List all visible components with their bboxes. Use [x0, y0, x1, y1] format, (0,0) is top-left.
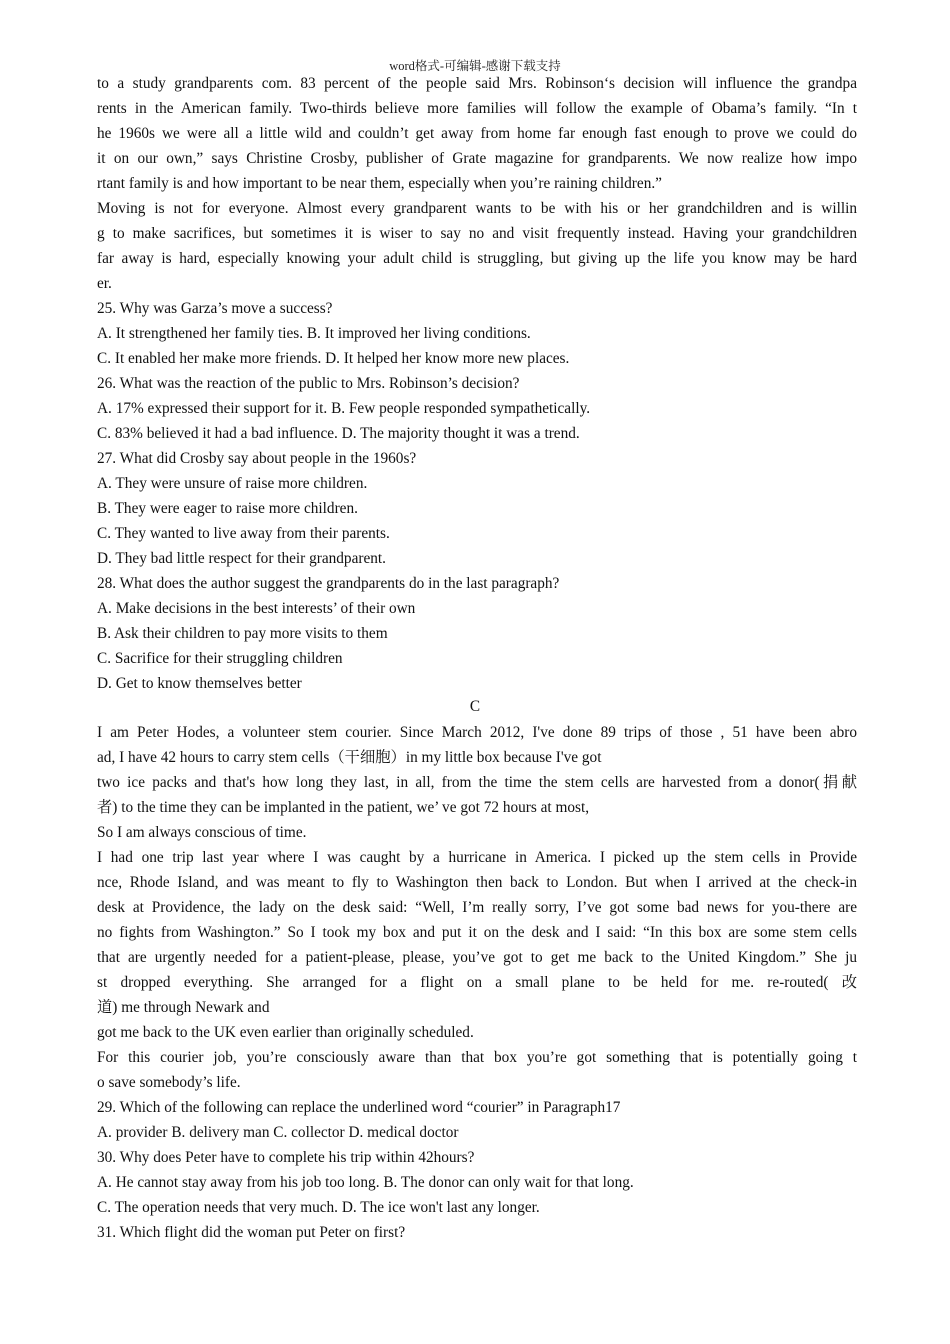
text-line: rtant family is and how important to be near them, especially when you’re raining children.”	[97, 175, 662, 192]
option-line: D. They bad little respect for their grandparent.	[97, 550, 386, 567]
text-line: I had one trip last year where I was caught by a hurricane in America. I picked up the stem cells in Provide	[97, 849, 857, 866]
question-line: 29. Which of the following can replace the underlined word “courier” in Paragraph17	[97, 1099, 621, 1116]
option-line: C. The operation needs that very much. D. The ice won't last any longer.	[97, 1199, 540, 1216]
option-line: A. 17% expressed their support for it. B. Few people responded sympathetically.	[97, 400, 591, 417]
text-line: ad, I have 42 hours to carry stem cells（干细胞）in my little box because I've got	[97, 749, 602, 766]
text-line: no fights from Washington.” So I took my box and put it on the desk and I said: “In this box are some stem cells	[97, 924, 857, 941]
text-line: he 1960s we were all a little wild and couldn’t get away from home far enough fast enough to prove we could do	[97, 125, 857, 142]
text-line: o save somebody’s life.	[97, 1074, 241, 1091]
text-line: I am Peter Hodes, a volunteer stem courier. Since March 2012, I've done 89 trips of those , 51 have been abro	[97, 724, 857, 741]
text-line: got me back to the UK even earlier than originally scheduled.	[97, 1024, 474, 1041]
option-line: A. He cannot stay away from his job too long. B. The donor can only wait for that long.	[97, 1174, 634, 1191]
text-line: So I am always conscious of time.	[97, 824, 307, 841]
text-line: that are urgently needed for a patient-please, please, you’ve got to get me back to the United Kingdom.” She ju	[97, 949, 857, 966]
option-line: A. It strengthened her family ties. B. It improved her living conditions.	[97, 325, 531, 342]
option-line: D. Get to know themselves better	[97, 675, 302, 692]
option-line: C. Sacrifice for their struggling children	[97, 650, 343, 667]
text-line: rents in the American family. Two-thirds believe more families will follow the example of Obama’s family. “In t	[97, 100, 857, 117]
option-line: A. They were unsure of raise more children.	[97, 475, 368, 492]
text-line: g to make sacrifices, but sometimes it is wiser to say no and visit frequently instead. Having your grandchildren	[97, 225, 857, 242]
text-line: desk at Providence, the lady on the desk said: “Well, I’m really sorry, I’ve got some bad news for you-there are	[97, 899, 857, 916]
text-line: Moving is not for everyone. Almost every grandparent wants to be with his or her grandchildren and is willin	[97, 200, 857, 217]
question-line: 28. What does the author suggest the grandparents do in the last paragraph?	[97, 575, 560, 592]
question-line: 31. Which flight did the woman put Peter on first?	[97, 1224, 406, 1241]
option-line: A. provider B. delivery man C. collector D. medical doctor	[97, 1124, 459, 1141]
option-line: A. Make decisions in the best interests’ of their own	[97, 600, 416, 617]
option-line: C. It enabled her make more friends. D. It helped her know more new places.	[97, 350, 570, 367]
question-line: 30. Why does Peter have to complete his trip within 42hours?	[97, 1149, 475, 1166]
question-line: 25. Why was Garza’s move a success?	[97, 300, 333, 317]
question-line: 27. What did Crosby say about people in the 1960s?	[97, 450, 417, 467]
text-line: to a study grandparents com. 83 percent of the people said Mrs. Robinson‘s decision will influence the grandpa	[97, 75, 857, 92]
text-line: it on our own,” says Christine Crosby, publisher of Grate magazine for grandparents. We now realize how impo	[97, 150, 857, 167]
text-line: For this courier job, you’re consciously aware than that box you’re got something that is potentially going t	[97, 1049, 857, 1066]
text-line: er.	[97, 275, 112, 292]
option-line: B. Ask their children to pay more visits to them	[97, 625, 388, 642]
option-line: C. They wanted to live away from their parents.	[97, 525, 390, 542]
section-title: C	[469, 698, 481, 715]
text-line: st dropped everything. She arranged for a flight on a small plane to be held for me. re-routed( 改	[97, 974, 857, 991]
text-line: nce, Rhode Island, and was meant to fly to Washington then back to London. But when I arrived at the check-in	[97, 874, 857, 891]
text-line: 者) to the time they can be implanted in the patient, we’ ve got 72 hours at most,	[97, 799, 590, 816]
text-line: two ice packs and that's how long they last, in all, from the time the stem cells are harvested from a donor(捐献	[97, 774, 857, 791]
option-line: C. 83% believed it had a bad influence. D. The majority thought it was a trend.	[97, 425, 580, 442]
question-line: 26. What was the reaction of the public to Mrs. Robinson’s decision?	[97, 375, 520, 392]
page-header: word格式-可编辑-感谢下载支持	[389, 59, 561, 73]
text-line: 道) me through Newark and	[97, 999, 270, 1016]
text-line: far away is hard, especially knowing your adult child is struggling, but giving up the life you know may be hard	[97, 250, 857, 267]
option-line: B. They were eager to raise more children.	[97, 500, 358, 517]
